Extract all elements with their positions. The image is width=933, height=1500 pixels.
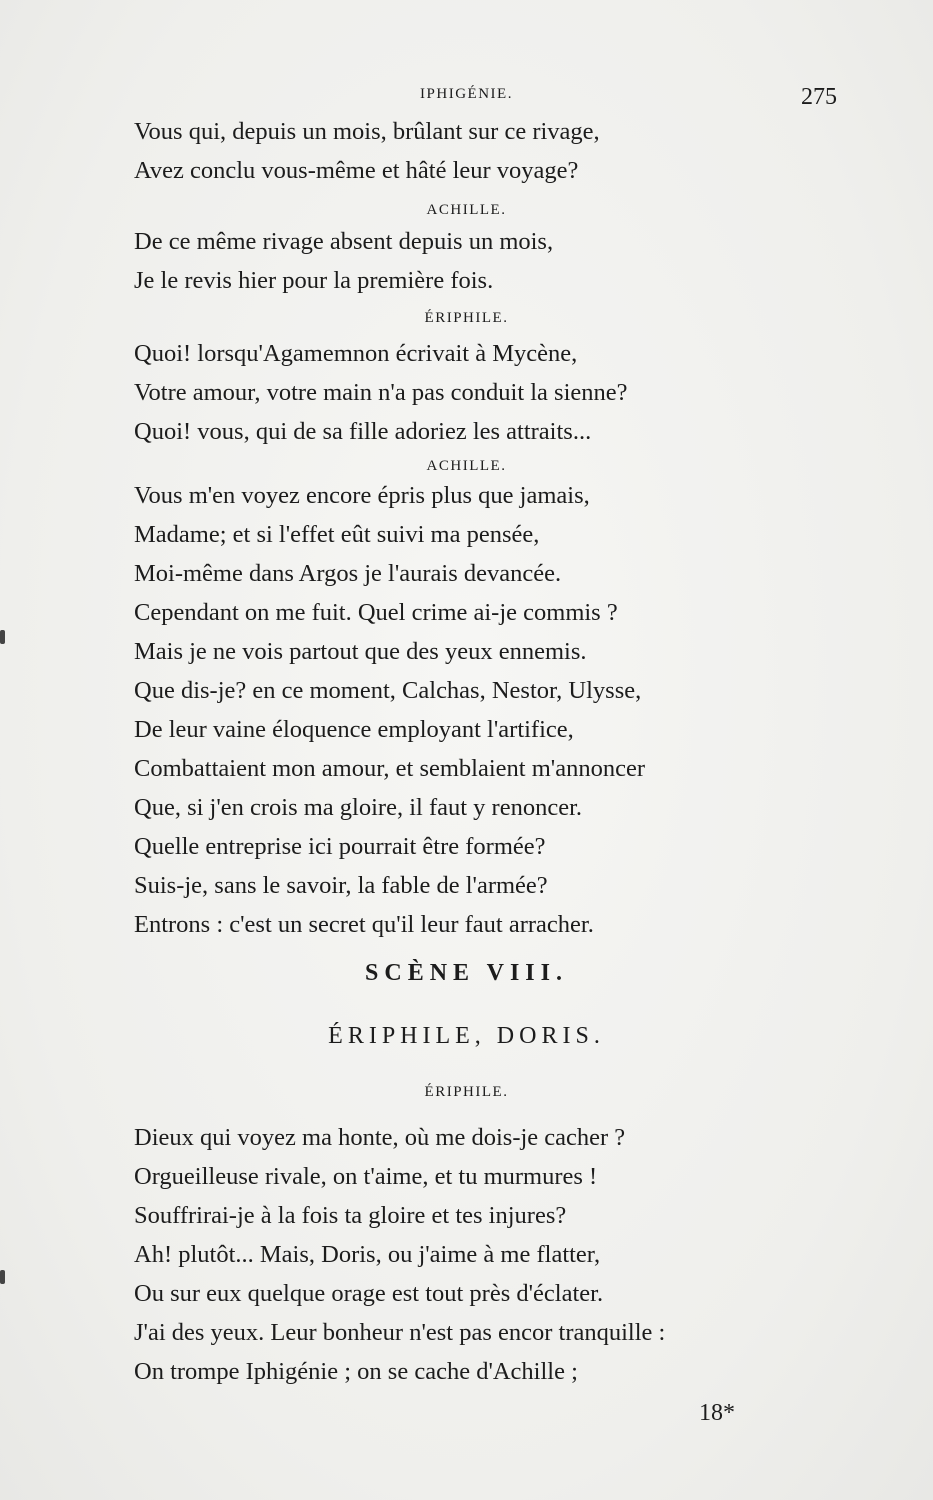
verse-line: Vous m'en voyez encore épris plus que jamais, xyxy=(134,482,590,509)
verse-line: On trompe Iphigénie ; on se cache d'Achille ; xyxy=(134,1358,578,1385)
speaker-name: ÉRIPHILE. xyxy=(424,1084,509,1100)
speaker-name: ACHILLE. xyxy=(426,202,507,218)
verse-line: Entrons : c'est un secret qu'il leur faut arracher. xyxy=(134,911,594,938)
verse-line: Ah! plutôt... Mais, Doris, ou j'aime à me flatter, xyxy=(134,1241,601,1268)
binding-mark xyxy=(0,630,5,644)
scene-title: SCÈNE VIII. xyxy=(365,960,568,986)
verse-line: Que, si j'en crois ma gloire, il faut y renoncer. xyxy=(134,794,582,821)
verse-line: Orgueilleuse rivale, on t'aime, et tu murmures ! xyxy=(134,1163,598,1190)
signature-mark: 18* xyxy=(699,1400,735,1426)
verse-line: Quelle entreprise ici pourrait être formée? xyxy=(134,833,546,860)
verse-line: Moi-même dans Argos je l'aurais devancée. xyxy=(134,560,562,587)
verse-line: Que dis-je? en ce moment, Calchas, Nestor, Ulysse, xyxy=(134,677,642,704)
verse-line: Suis-je, sans le savoir, la fable de l'armée? xyxy=(134,872,548,899)
scene-characters: ÉRIPHILE, DORIS. xyxy=(328,1023,605,1049)
speaker-name: ÉRIPHILE. xyxy=(424,310,509,326)
verse-line: Cependant on me fuit. Quel crime ai-je commis ? xyxy=(134,599,618,626)
speaker-name: ACHILLE. xyxy=(426,458,507,474)
running-title: IPHIGÉNIE. xyxy=(420,86,513,102)
verse-line: Quoi! vous, qui de sa fille adoriez les attraits... xyxy=(134,418,592,445)
binding-mark xyxy=(0,1270,5,1284)
page-number: 275 xyxy=(801,84,837,110)
verse-block-4 xyxy=(134,476,814,944)
verse-line: Mais je ne vois partout que des yeux ennemis. xyxy=(134,638,587,665)
verse-line: Votre amour, votre main n'a pas conduit la sienne? xyxy=(134,379,628,406)
verse-line: J'ai des yeux. Leur bonheur n'est pas encor tranquille : xyxy=(134,1319,666,1346)
verse-line: Vous qui, depuis un mois, brûlant sur ce rivage, xyxy=(134,118,600,145)
verse-line: Quoi! lorsqu'Agamemnon écrivait à Mycène, xyxy=(134,340,578,367)
verse-line: Madame; et si l'effet eût suivi ma pensée, xyxy=(134,521,540,548)
verse-line: Ou sur eux quelque orage est tout près d'éclater. xyxy=(134,1280,604,1307)
verse-block-1 xyxy=(134,112,814,190)
verse-line: Avez conclu vous-même et hâté leur voyage? xyxy=(134,157,579,184)
verse-block-5 xyxy=(134,1118,814,1391)
verse-block-2 xyxy=(134,222,814,300)
verse-line: Dieux qui voyez ma honte, où me dois-je cacher ? xyxy=(134,1124,626,1151)
verse-line: Combattaient mon amour, et semblaient m'annoncer xyxy=(134,755,645,782)
verse-line: De ce même rivage absent depuis un mois, xyxy=(134,228,554,255)
verse-line: Je le revis hier pour la première fois. xyxy=(134,267,494,294)
verse-block-3 xyxy=(134,334,814,451)
verse-line: De leur vaine éloquence employant l'artifice, xyxy=(134,716,574,743)
verse-line: Souffrirai-je à la fois ta gloire et tes injures? xyxy=(134,1202,567,1229)
